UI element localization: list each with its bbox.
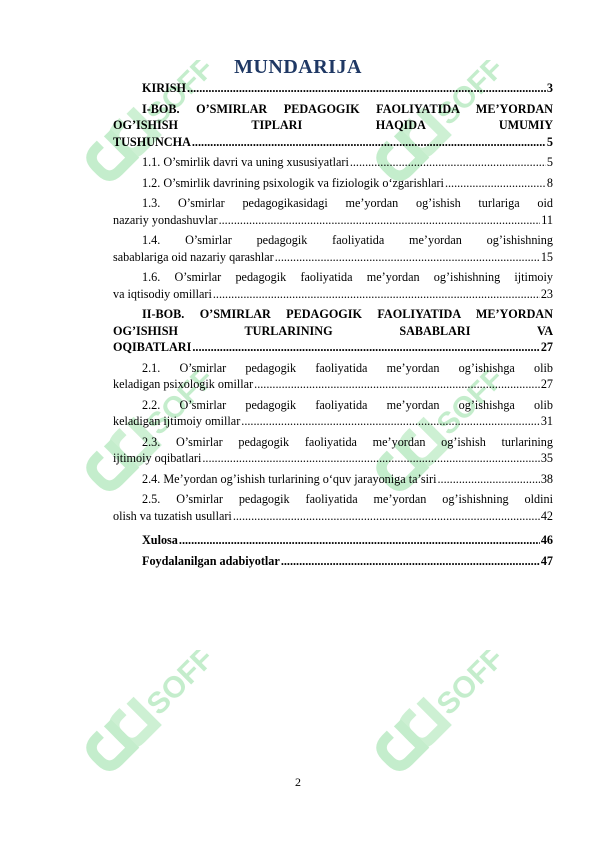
toc-leader-dots xyxy=(254,376,540,393)
toc-entry[interactable] xyxy=(113,101,553,151)
svg-text:SOFF: SOFF xyxy=(430,650,500,722)
toc-page-number: 15 xyxy=(540,249,553,264)
toc-leader-dots xyxy=(275,249,540,266)
toc-entry-title: olish va tuzatish usullari xyxy=(113,508,232,523)
toc-entry[interactable] xyxy=(113,491,553,524)
toc-entry[interactable] xyxy=(113,360,553,393)
svg-text:SOFF: SOFF xyxy=(430,60,500,132)
toc-entry[interactable] xyxy=(113,553,553,570)
toc-entry-title: sabablariga oid nazariy qarashlar xyxy=(113,249,274,264)
toc-entry[interactable] xyxy=(113,175,553,192)
svg-text:SOFF: SOFF xyxy=(140,370,210,442)
toc-entry[interactable] xyxy=(113,397,553,430)
toc-entry-title-line: I-BOB. O’SMIRLAR PEDAGOGIK FAOLIYATIDA ME’YORDAN OG’ISHISH TIPLARI HAQIDA UMUMIY xyxy=(113,101,553,132)
toc-leader-dots xyxy=(219,212,541,229)
toc-leader-dots xyxy=(192,339,539,356)
toc-entry[interactable] xyxy=(113,306,553,356)
toc-page-number: 3 xyxy=(546,81,553,95)
toc-leader-dots xyxy=(233,508,540,525)
toc-entry[interactable] xyxy=(113,532,553,549)
toc-page-number: 5 xyxy=(546,155,553,169)
toc-page-number: 47 xyxy=(540,553,553,568)
toc-entry-title: Foydalanilgan adabiyotlar xyxy=(142,553,280,568)
toc-leader-dots xyxy=(179,532,540,549)
toc-leader-dots xyxy=(202,450,539,467)
toc-entry-title: OQIBATLARI xyxy=(113,340,192,354)
toc-entry-title-line: 2.2. O’smirlar pedagogik faoliyatida me’yordan og’ishishga olib xyxy=(142,397,553,412)
toc-entry-title: KIRISH xyxy=(142,81,187,95)
toc-entry[interactable] xyxy=(113,80,553,97)
toc-entry-title-line: 1.4. O’smirlar pedagogik faoliyatida me’yordan og’ishishning xyxy=(142,233,553,247)
toc-entry-title: ijtimoiy oqibatlari xyxy=(113,451,202,465)
toc-entry-title: 1.2. O’smirlik davrining psixologik va fiziologik o‘zgarishlari xyxy=(142,175,444,190)
toc-entry-title: TUSHUNCHA xyxy=(113,134,191,149)
toc-entry[interactable] xyxy=(113,154,553,171)
toc-entry-title: keladigan ijtimoiy omillar xyxy=(113,414,241,428)
toc-page-number: 42 xyxy=(540,508,553,523)
toc-entry-title-line: 1.6. O’smirlar pedagogik faoliyatida me’yordan og’ishishning ijtimoiy xyxy=(142,270,553,284)
toc-page-number: 11 xyxy=(541,212,553,227)
toc-page-number: 27 xyxy=(540,340,553,354)
toc-page-number: 5 xyxy=(546,134,553,149)
toc-leader-dots xyxy=(437,471,539,488)
toc-entry-title: Xulosa xyxy=(142,533,178,547)
toc-entry[interactable] xyxy=(113,434,553,467)
toc-entry-title: 2.4. Me’yordan og’ishish turlarining o‘quv jarayoniga ta’siri xyxy=(142,471,437,486)
toc-leader-dots xyxy=(281,553,540,570)
page-number: 2 xyxy=(295,775,301,789)
toc-entry-title-line: 1.3. O’smirlar pedagogikasidagi me’yordan og’ishish turlariga oid xyxy=(142,196,553,210)
page-title: MUNDARIJA xyxy=(234,56,362,78)
toc-leader-dots xyxy=(213,286,540,303)
toc-entry[interactable] xyxy=(113,471,553,488)
toc-page-number: 8 xyxy=(546,175,553,190)
toc-leader-dots xyxy=(241,413,540,430)
toc-entry-title-line: 2.3. O’smirlar pedagogik faoliyatida me’yordan og’ishish turlarining xyxy=(142,434,553,449)
toc-entry[interactable] xyxy=(113,232,553,265)
table-of-contents xyxy=(113,80,553,573)
toc-entry-title: 1.1. O’smirlik davri va uning xususiyatlari xyxy=(142,155,349,169)
toc-page-number: 31 xyxy=(540,414,553,428)
toc-leader-dots xyxy=(192,134,546,151)
toc-entry-title: keladigan psixologik omillar xyxy=(113,377,254,391)
svg-text:SOFF: SOFF xyxy=(430,370,500,442)
toc-leader-dots xyxy=(445,175,546,192)
toc-entry-title-line: II-BOB. O’SMIRLAR PEDAGOGIK FAOLIYATIDA ME’YORDAN OG’ISHISH TURLARINING SABABLARI VA xyxy=(113,307,553,338)
toc-entry-title: nazariy yondashuvlar xyxy=(113,212,218,227)
toc-page-number: 38 xyxy=(540,471,553,486)
toc-leader-dots xyxy=(187,80,546,97)
svg-text:SOFF: SOFF xyxy=(140,60,210,132)
toc-leader-dots xyxy=(350,154,546,171)
toc-entry-title: va iqtisodiy omillari xyxy=(113,286,212,301)
toc-entry[interactable] xyxy=(113,195,553,228)
toc-entry-title-line: 2.5. O’smirlar pedagogik faoliyatida me’yordan og’ishishning oldini xyxy=(142,492,553,506)
toc-entry-title-line: 2.1. O’smirlar pedagogik faoliyatida me’yordan og’ishishga olib xyxy=(142,360,553,375)
toc-page-number: 23 xyxy=(540,286,553,301)
svg-text:SOFF: SOFF xyxy=(140,650,210,722)
toc-entry[interactable] xyxy=(113,269,553,302)
toc-page-number: 35 xyxy=(540,451,553,465)
toc-page-number: 46 xyxy=(540,533,553,547)
toc-page-number: 27 xyxy=(540,377,553,391)
